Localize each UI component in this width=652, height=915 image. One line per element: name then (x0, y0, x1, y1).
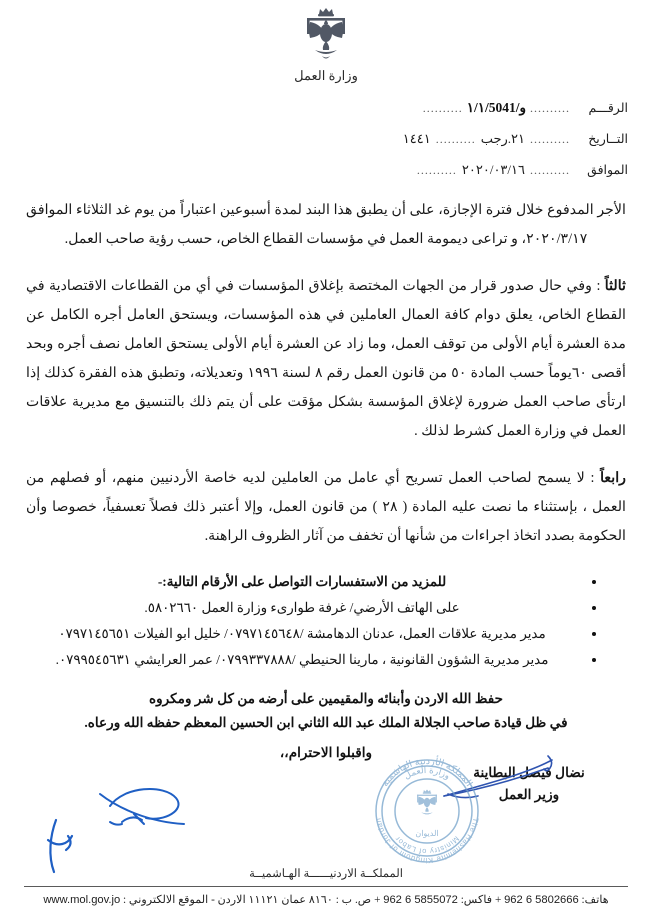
reference-block (328, 100, 628, 193)
reference-number-value: و/١/١/5041 (466, 100, 526, 115)
minister-title: وزير العمل (498, 787, 560, 802)
footer-phone-label: هاتف: (581, 894, 609, 906)
footer-contact-line (0, 893, 652, 906)
document-body (26, 196, 626, 765)
dot-leader: .......... (416, 163, 457, 177)
footer-city: عمان (281, 894, 307, 906)
dot-leader: .......... (435, 132, 476, 146)
reference-gregorian-date-row (328, 162, 628, 193)
closing-regards: واقبلوا الاحترام،، (279, 745, 373, 760)
minister-name: نضال فيصل البطاينة (473, 765, 585, 780)
reference-gregorian-label: الموافق (587, 163, 628, 177)
footer-divider (24, 886, 628, 887)
dot-leader: .......... (530, 101, 570, 115)
footer-plus-2: + (374, 894, 381, 906)
section-fourthly-text: : لا يسمح لصاحب العمل تسريح أي عامل من العاملين لديه خاصة الأردنيين منهم، أو فصلهم من العمل ، بإستثناء ما نصت عليه المادة ( ٢٨ ) من قانون العمل، وإلا أعتبر ذلك فصلاً تعسفياً، خصوصا وأن الحكومة بصدد اتخاذ اجراءات من شأنها أن تخفف من آثار الظروف الراهنة. (26, 470, 626, 544)
footer-country: الاردن - (211, 894, 246, 906)
section-fourthly-label: رابعاً (600, 470, 626, 486)
reference-number-label: الرقـــم (588, 101, 628, 115)
footer-kingdom-title: المملكــة الاردنيــــــة الهـاشميــة (249, 868, 403, 880)
dot-leader: .......... (530, 132, 570, 146)
jordan-hashemite-eagle-emblem (294, 6, 358, 66)
svg-text:Ministry of Labor: Ministry of Labor (392, 834, 461, 857)
footer-fax-number: 962 6 5855072 (383, 894, 458, 906)
list-item: مدير مديرية الشؤون القانونية ، مارينا الحنيطي /٠٧٩٩٣٣٧٨٨٨/ عمر العرايشي ٠٧٩٩٥٤٥٦٣١. (26, 647, 596, 673)
section-thirdly-label: ثالثاً (604, 278, 626, 294)
section-fourthly (26, 464, 626, 551)
footer-plus-1: + (494, 894, 502, 906)
footer-website-url[interactable]: www.mol.gov.jo (43, 894, 121, 906)
svg-text:The Hashemite Kingdom of Jorda: The Hashemite Kingdom of Jordan (373, 816, 481, 866)
footer-fax-label: فاكس: (460, 894, 493, 906)
footer-pobox-label: ص. ب : (335, 894, 372, 906)
closing-line-2: في ظل قيادة صاحب الجلالة الملك عبد الله الثاني ابن الحسين المعظم حفظه الله ورعاه. (84, 715, 568, 730)
paragraph-continuation: الأجر المدفوع خلال فترة الإجازة، على أن يطبق هذا البند لمدة أسبوعين اعتباراً من يوم غد الثلاثاء الموافق ٢٠٢٠/٣/١٧، و تراعى ديمومة العمل في مؤسسات القطاع الخاص، حسب رؤية صاحب العمل. (26, 202, 626, 247)
svg-text:وزارة العمل: وزارة العمل (402, 764, 453, 782)
footer-website-label: الموقع الالكتروني : (123, 894, 209, 906)
reference-date-value: ٢١.رجب (480, 131, 525, 146)
ministry-of-labour-official-stamp (368, 752, 486, 870)
svg-text:المملكة الأردنية الهاشمية: المملكة الأردنية الهاشمية (379, 755, 475, 789)
contact-list-intro: للمزيد من الاستفسارات التواصل على الأرقام التالية:- (26, 569, 596, 595)
ministry-title: وزارة العمل (294, 68, 358, 83)
reference-hijri-date-row (328, 131, 628, 162)
footer-postal-code: ١١١٢١ (248, 894, 279, 906)
footer-phone-number: 962 6 5802666 (504, 894, 579, 906)
dot-leader: .......... (530, 163, 570, 177)
reference-number-row (328, 100, 628, 131)
closing-line-1: حفظ الله الاردن وأبنائه والمقيمين على أرضه من كل شر ومكروه (148, 691, 503, 706)
list-item: على الهاتف الأرضي/ غرفة طوارىء وزارة العمل ٥٨٠٢٦٦٠. (26, 595, 596, 621)
section-thirdly-text: : وفي حال صدور قرار من الجهات المختصة بإغلاق المؤسسات في أي من القطاعات الاقتصادية في القطاع الخاص، يعلق دوام كافة العمال العاملين في هذه المؤسسات، ويستحق العامل أجره الكامل عن مدة العشرة أيام الأولى من توقف العمل، وما زاد عن العشرة أيام الأولى يستحق العامل نصف أجره وبحد أقصى ٦٠يوماً حسب المادة ٥٠ من قانون العمل رقم ٨ لسنة ١٩٩٦ وتعديلاته، وتطبق هذه الفقرة كذلك إذا ارتأى صاحب العمل ضرورة لإغلاق المؤسسة بشكل مؤقت على أن يتم ذلك بالتنسيق مع مديرية علاقات العمل في وزارة العمل كشرط لذلك . (26, 278, 626, 439)
reference-gregorian-value: ٢٠٢٠/٠٣/١٦ (461, 162, 525, 177)
dot-leader: .......... (422, 101, 463, 115)
header-emblem-area (0, 6, 652, 71)
section-thirdly (26, 272, 626, 446)
reference-date-year: ١٤٤١ (402, 131, 431, 146)
footer-pobox-value: ٨١٦٠ (308, 894, 333, 906)
reference-date-label: التــاريخ (588, 132, 628, 146)
svg-text:الديوان: الديوان (415, 829, 439, 838)
closing-block (26, 687, 626, 765)
list-item: مدير مديرية علاقات العمل، عدنان الدهامشة /٠٧٩٧١٤٥٦٤٨/ خليل ابو الفيلات ٠٧٩٧١٤٥٦٥١ (26, 621, 596, 647)
contact-list (26, 569, 626, 673)
